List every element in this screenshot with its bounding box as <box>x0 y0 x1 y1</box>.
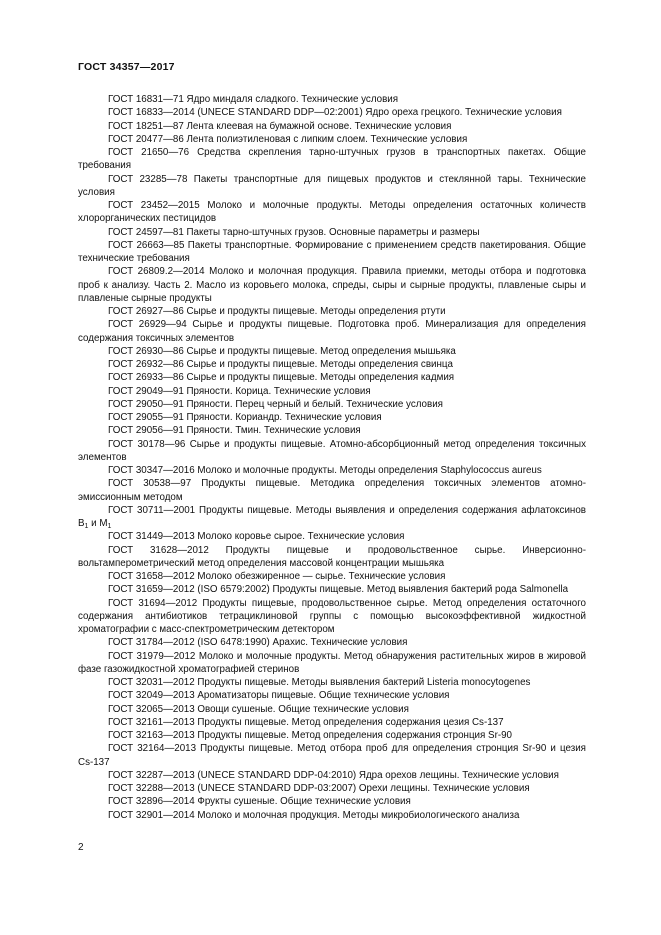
reference-entry: ГОСТ 26809.2—2014 Молоко и молочная продукция. Правила приемки, методы отбора и подготовка проб к анализу. Часть 2. Масло из коровьего молока, спреды, сыры и сырные продукты, плавленые сыры и плавленые сырные продукты <box>78 266 586 304</box>
reference-entry: ГОСТ 21650—76 Средства скрепления тарно-штучных грузов в транспортных пакетах. Общие требования <box>78 147 586 172</box>
reference-entry: ГОСТ 16833—2014 (UNECE STANDARD DDP—02:2001) Ядро ореха грецкого. Технические условия <box>108 107 562 119</box>
reference-entry: ГОСТ 29055—91 Пряности. Кориандр. Технические условия <box>108 412 382 423</box>
reference-entry: ГОСТ 32065—2013 Овощи сушеные. Общие технические условия <box>108 703 409 715</box>
reference-entry: ГОСТ 20477—86 Лента полиэтиленовая с липким слоем. Технические условия <box>108 133 468 145</box>
reference-entry: ГОСТ 29049—91 Пряности. Корица. Технические условия <box>108 385 371 397</box>
reference-entry: ГОСТ 31658—2012 Молоко обезжиренное — сырье. Технические условия <box>108 571 446 582</box>
reference-entry: ГОСТ 32161—2013 Продукты пищевые. Метод определения содержания цезия Cs-137 <box>108 716 504 728</box>
reference-entry: ГОСТ 30178—96 Сырье и продукты пищевые. Атомно-абсорбционный метод определения токсичных элементов <box>78 438 586 463</box>
reference-entry: ГОСТ 26930—86 Сырье и продукты пищевые. Метод определения мышьяка <box>108 345 456 357</box>
reference-entry: ГОСТ 32049—2013 Ароматизаторы пищевые. Общие технические условия <box>108 690 450 702</box>
reference-entry: ГОСТ 32287—2013 (UNECE STANDARD DDP-04:2010) Ядра орехов лещины. Технические условия <box>108 769 559 781</box>
reference-entry: ГОСТ 18251—87 Лента клеевая на бумажной основе. Технические условия <box>108 120 452 132</box>
reference-entry: ГОСТ 16831—71 Ядро миндаля сладкого. Технические условия <box>108 94 399 105</box>
reference-entry: ГОСТ 26927—86 Сырье и продукты пищевые. Методы определения ртути <box>108 306 446 317</box>
reference-entry: ГОСТ 29056—91 Пряности. Тмин. Технические условия <box>108 425 361 437</box>
reference-entry: ГОСТ 26663—85 Пакеты транспортные. Формирование с применением средств пакетирования. Общие технические требования <box>78 239 586 264</box>
normative-references-list <box>78 93 586 822</box>
reference-entry: ГОСТ 32288—2013 (UNECE STANDARD DDP-03:2007) Орехи лещины. Технические условия <box>108 783 530 794</box>
reference-entry: ГОСТ 26932—86 Сырье и продукты пищевые. Методы определения свинца <box>108 359 453 370</box>
reference-entry: ГОСТ 32031—2012 Продукты пищевые. Методы выявления бактерий Listeria monocytogenes <box>108 677 531 688</box>
reference-entry: ГОСТ 29050—91 Пряности. Перец черный и белый. Технические условия <box>108 398 443 410</box>
reference-entry: ГОСТ 31659—2012 (ISO 6579:2002) Продукты пищевые. Метод выявления бактерий рода Salmonella <box>108 584 569 596</box>
reference-entry: ГОСТ 32164—2013 Продукты пищевые. Метод отбора проб для определения стронция Sr-90 и цезия Cs-137 <box>78 743 586 768</box>
standard-designation-header: ГОСТ 34357—2017 <box>78 61 175 73</box>
reference-entry: ГОСТ 31784—2012 (ISO 6478:1990) Арахис. Технические условия <box>108 637 408 649</box>
subscript-index: 1 <box>84 523 89 530</box>
reference-entry-aflatoxins <box>78 504 586 531</box>
subscript-index: 1 <box>107 523 112 530</box>
reference-entry: ГОСТ 24597—81 Пакеты тарно-штучных грузов. Основные параметры и размеры <box>108 226 480 238</box>
reference-entry: ГОСТ 23452—2015 Молоко и молочные продукты. Методы определения остаточных количеств хлорорганических пестицидов <box>78 200 586 225</box>
page-number: 2 <box>78 842 84 853</box>
reference-entry: ГОСТ 26933—86 Сырье и продукты пищевые. Методы определения кадмия <box>108 372 455 384</box>
reference-entry: ГОСТ 26929—94 Сырье и продукты пищевые. Подготовка проб. Минерализация для определения содержания токсичных элементов <box>78 319 586 344</box>
reference-entry: ГОСТ 32901—2014 Молоко и молочная продукция. Методы микробиологического анализа <box>108 809 520 821</box>
reference-entry: ГОСТ 23285—78 Пакеты транспортные для пищевых продуктов и стеклянной тары. Технические условия <box>78 173 586 198</box>
reference-entry: ГОСТ 32163—2013 Продукты пищевые. Метод определения содержания стронция Sr-90 <box>108 730 513 741</box>
reference-entry: ГОСТ 31979—2012 Молоко и молочные продукты. Метод обнаружения растительных жиров в жировой фазе газожидкостной хроматографией стеринов <box>78 650 586 675</box>
reference-entry: ГОСТ 31628—2012 Продукты пищевые и продовольственное сырье. Инверсионно-вольтамперометрический метод определения массовой концентрации мышьяка <box>78 544 586 569</box>
conjunction-text: и M <box>88 518 108 529</box>
reference-entry: ГОСТ 30538—97 Продукты пищевые. Методика определения токсичных элементов атомно-эмиссионным методом <box>78 478 586 503</box>
reference-text: ГОСТ 30711—2001 Продукты пищевые. Методы выявления и определения содержания афлатоксинов B <box>78 504 586 529</box>
reference-entry: ГОСТ 32896—2014 Фрукты сушеные. Общие технические условия <box>108 796 411 808</box>
reference-entry: ГОСТ 31449—2013 Молоко коровье сырое. Технические условия <box>108 531 405 543</box>
reference-entry: ГОСТ 30347—2016 Молоко и молочные продукты. Методы определения Staphylococcus aureus <box>108 465 542 476</box>
reference-entry: ГОСТ 31694—2012 Продукты пищевые, продовольственное сырье. Метод определения остаточного содержания антибиотиков тетрациклиновой группы с помощью высокоэффективной жидкостной хроматографии с масс-спектрометрическим детектором <box>78 597 586 635</box>
